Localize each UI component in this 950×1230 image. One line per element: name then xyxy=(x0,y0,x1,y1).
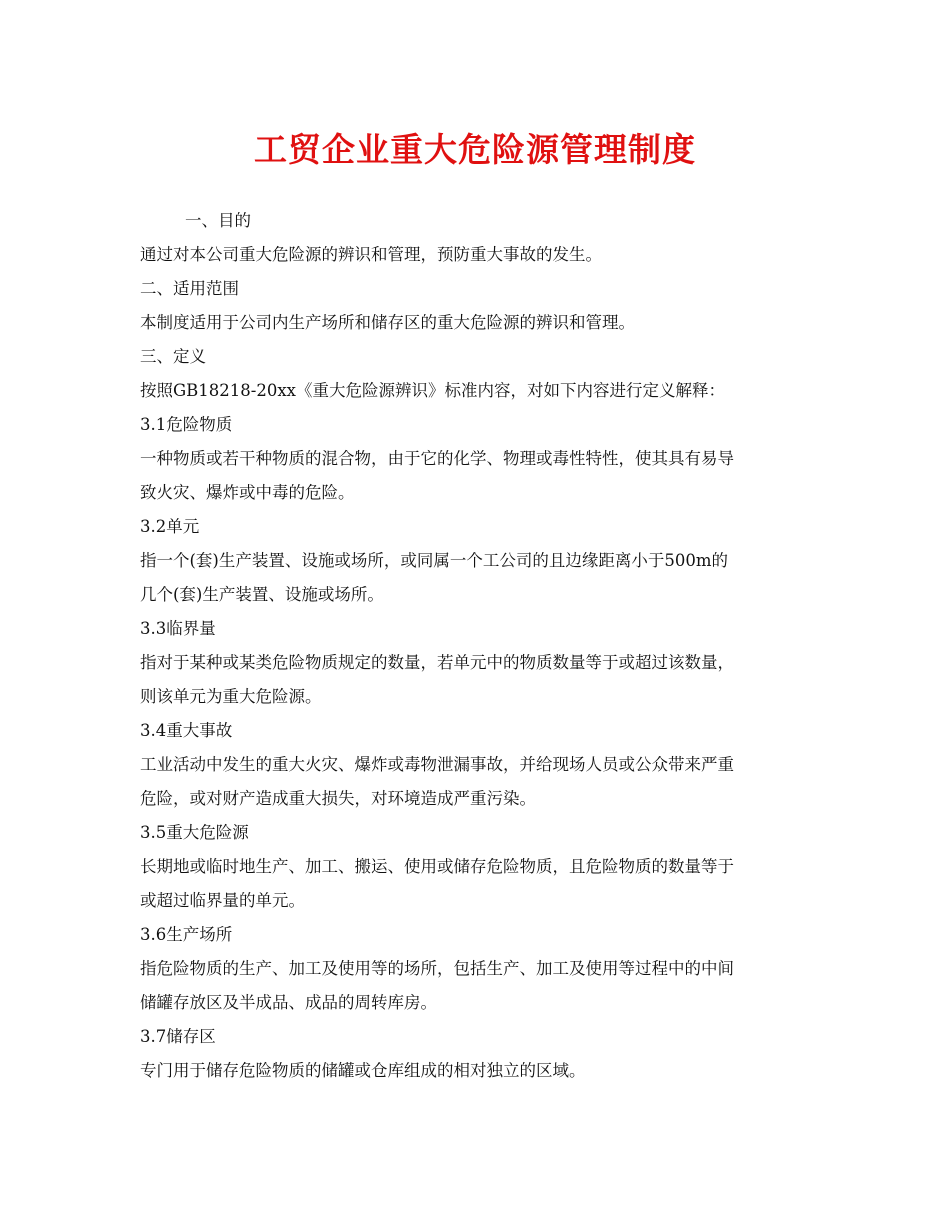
subsection-heading: 3.3临界量 xyxy=(140,619,216,638)
subsection-heading: 3.1危险物质 xyxy=(140,415,233,434)
subsection-heading: 3.6生产场所 xyxy=(140,925,233,944)
paragraph-line: 通过对本公司重大危险源的辨识和管理，预防重大事故的发生。 xyxy=(140,245,602,264)
paragraph-line: 或超过临界量的单元。 xyxy=(140,891,305,910)
subsection-heading: 3.2单元 xyxy=(140,517,200,536)
subsection-heading: 3.5重大危险源 xyxy=(140,823,249,842)
paragraph-line: 指一个(套)生产装置、设施或场所，或同属一个工公司的且边缘距离小于500m的 xyxy=(140,551,729,570)
document-title: 工贸企业重大危险源管理制度 xyxy=(254,130,696,169)
paragraph-line: 长期地或临时地生产、加工、搬运、使用或储存危险物质，且危险物质的数量等于 xyxy=(140,857,734,876)
paragraph-line: 储罐存放区及半成品、成品的周转库房。 xyxy=(140,993,437,1012)
paragraph-line: 专门用于储存危险物质的储罐或仓库组成的相对独立的区域。 xyxy=(140,1061,586,1080)
document-body xyxy=(140,204,812,1088)
paragraph-line: 几个(套)生产装置、设施或场所。 xyxy=(140,585,384,604)
paragraph-line: 按照GB18218-20xx《重大危险源辨识》标准内容，对如下内容进行定义解释： xyxy=(140,381,725,400)
subsection-heading: 3.4重大事故 xyxy=(140,721,233,740)
section-heading-definitions: 三、定义 xyxy=(140,347,206,366)
paragraph-line: 一种物质或若干种物质的混合物，由于它的化学、物理或毒性特性，使其具有易导 xyxy=(140,449,734,468)
paragraph-line: 指对于某种或某类危险物质规定的数量，若单元中的物质数量等于或超过该数量， xyxy=(140,653,734,672)
section-heading-scope: 二、适用范围 xyxy=(140,279,239,298)
section-heading-purpose: 一、目的 xyxy=(185,211,251,230)
subsection-heading: 3.7储存区 xyxy=(140,1027,216,1046)
paragraph-line: 工业活动中发生的重大火灾、爆炸或毒物泄漏事故，并给现场人员或公众带来严重 xyxy=(140,755,734,774)
paragraph-line: 本制度适用于公司内生产场所和储存区的重大危险源的辨识和管理。 xyxy=(140,313,635,332)
paragraph-line: 则该单元为重大危险源。 xyxy=(140,687,322,706)
paragraph-line: 致火灾、爆炸或中毒的危险。 xyxy=(140,483,355,502)
paragraph-line: 指危险物质的生产、加工及使用等的场所，包括生产、加工及使用等过程中的中间 xyxy=(140,959,734,978)
paragraph-line: 危险，或对财产造成重大损失，对环境造成严重污染。 xyxy=(140,789,536,808)
